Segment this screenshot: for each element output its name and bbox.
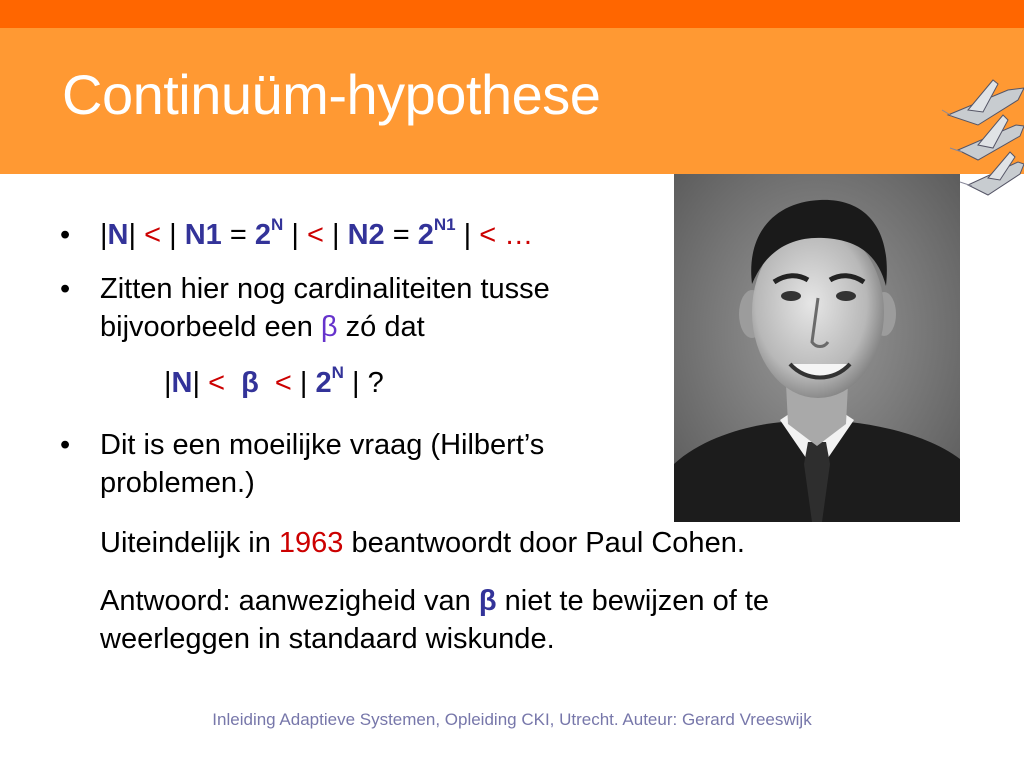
- slide-title: Continuüm-hypothese: [62, 63, 601, 126]
- bullet-line-question-cont: bijvoorbeeld een β zó dat: [100, 311, 425, 343]
- bullet-line-cardinals: |N| < | $N1 = 2^N$ | < | $N2 = 2^{N1}$ | < …: [100, 215, 534, 251]
- slide-footer: Inleiding Adaptieve Systemen, Opleiding CKI, Utrecht. Auteur: Gerard Vreeswijk: [212, 710, 812, 729]
- bullet-line-hilbert-cont: problemen.): [100, 467, 255, 499]
- answer-year-line: Uiteindelijk in 1963 beantwoordt door Paul Cohen.: [100, 527, 745, 559]
- bullet-line-question: Zitten hier nog cardinaliteiten tusse: [100, 273, 550, 305]
- formula-line: |N| < β < | $2^N$ | ?: [164, 363, 384, 399]
- answer-line-cont: weerleggen in standaard wiskunde.: [100, 623, 555, 655]
- bullet-line-hilbert: Dit is een moeilijke vraag (Hilbert’s: [100, 429, 545, 461]
- bullet-marker: •: [60, 219, 71, 251]
- answer-line: Antwoord: aanwezigheid van β niet te bewijzen of te: [100, 585, 770, 617]
- top-accent-band: [0, 0, 1024, 28]
- bullet-marker: •: [60, 273, 71, 305]
- portrait-photo: [674, 174, 960, 522]
- bullet-marker: •: [60, 429, 71, 461]
